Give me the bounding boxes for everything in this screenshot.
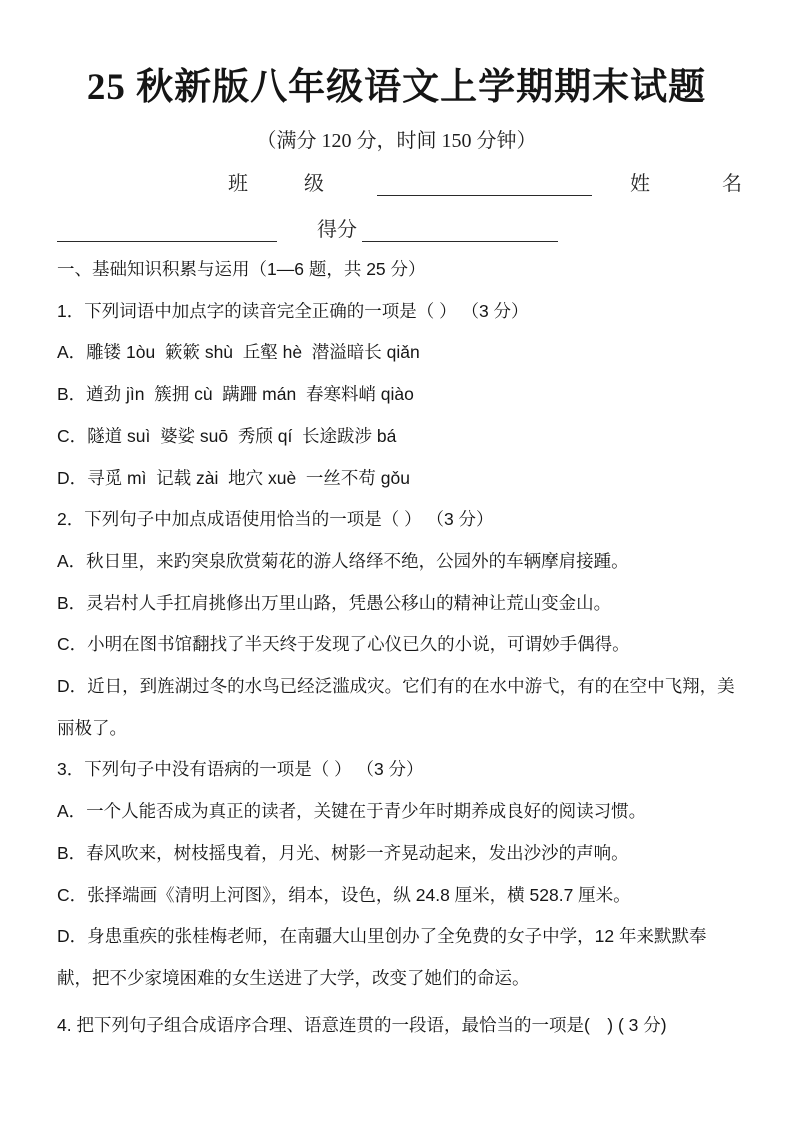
name-label-char1: 姓 [630, 173, 650, 195]
question-2-stem: 2．下列句子中加点成语使用恰当的一项是（ ） （3 分） [57, 509, 494, 530]
exam-body [57, 249, 739, 1046]
question-3-stem: 3．下列句子中没有语病的一项是（ ） （3 分） [57, 759, 424, 780]
name-label-char2: 名 [722, 173, 742, 195]
class-fill-line [377, 168, 592, 196]
question-2-option-C: C．小明在图书馆翻找了半天终于发现了心仪已久的小说，可谓妙手偶得。 [57, 634, 630, 655]
question-1-option-C: C．隧道 suì 婆娑 suō 秀颀 qí 长途跋涉 bá [57, 425, 397, 446]
page-title: 25 秋新版八年级语文上学期期末试题 [86, 67, 707, 108]
score-label: 得分 [317, 219, 357, 241]
question-1-option-D: D．寻觅 mì 记载 zài 地穴 xuè 一丝不苟 gǒu [57, 467, 410, 488]
question-1-option-B: B．遒劲 jìn 簇拥 cù 蹒跚 mán 春寒料峭 qiào [57, 384, 414, 405]
class-label-char1: 班 [228, 173, 248, 195]
page-subtitle: （满分 120 分，时间 150 分钟） [256, 130, 537, 152]
section-1-heading: 一、基础知识积累与运用（1—6 题，共 25 分） [57, 259, 426, 279]
question-4-stem: 4. 把下列句子组合成语序合理、语意连贯的一段语，最恰当的一项是( ) ( 3 分) [57, 1014, 667, 1035]
question-2-option-B: B．灵岩村人手扛肩挑修出万里山路，凭愚公移山的精神让荒山变金山。 [57, 592, 612, 613]
question-3-option-D: D．身患重疾的张桂梅老师，在南疆大山里创办了全免费的女子中学，12 年来默默奉献，把不少家境困难的女生送进了大学，改变了她们的命运。 [57, 926, 707, 988]
question-1-option-A: A．雕镂 1òu 簌簌 shù 丘壑 hè 潜溢暗长 qiǎn [57, 342, 420, 363]
question-3-option-B: B．春风吹来，树枝摇曳着，月光、树影一齐晃动起来，发出沙沙的声响。 [57, 842, 629, 863]
question-1-stem: 1．下列词语中加点字的读音完全正确的一项是（ ） （3 分） [57, 300, 529, 321]
question-3-option-A: A．一个人能否成为真正的读者，关键在于青少年时期养成良好的阅读习惯。 [57, 801, 647, 822]
score-fill-line [362, 214, 558, 242]
name-fill-line [57, 214, 277, 242]
question-3-option-C: C．张择端画《清明上河图》，绢本，设色，纵 24.8 厘米，横 528.7 厘米。 [57, 884, 631, 905]
class-label-char2: 级 [304, 173, 324, 195]
question-2-option-A: A．秋日里，来趵突泉欣赏菊花的游人络绎不绝，公园外的车辆摩肩接踵。 [57, 550, 629, 571]
question-2-option-D: D．近日，到旌湖过冬的水鸟已经泛滥成灾。它们有的在水中游弋，有的在空中飞翔，美丽极了。 [57, 676, 735, 738]
